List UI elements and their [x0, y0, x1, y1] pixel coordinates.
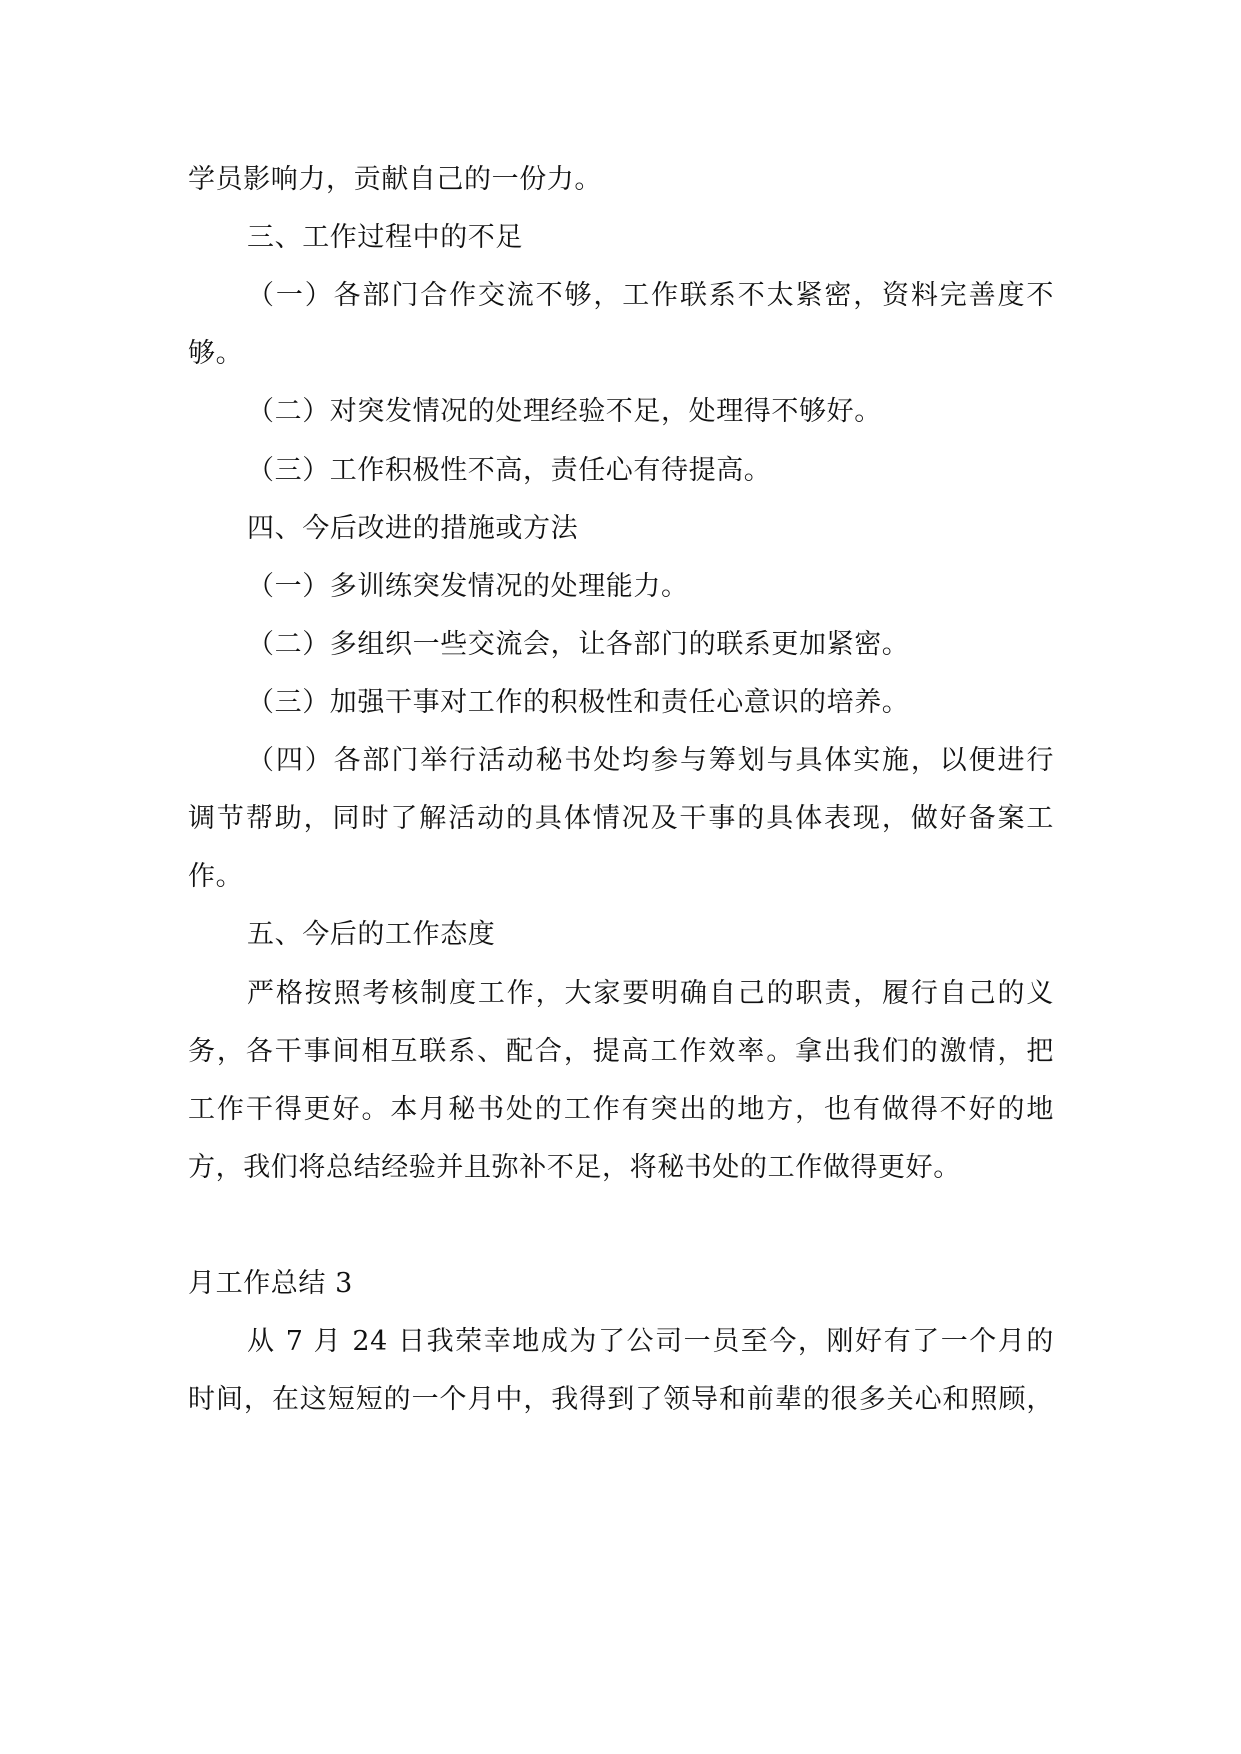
- paragraph-line: 作。: [188, 861, 244, 892]
- paragraph-line: 时间，在这短短的一个月中，我得到了领导和前辈的很多关心和照顾，: [188, 1384, 1054, 1415]
- paragraph-line: （三）加强干事对工作的积极性和责任心意识的培养。: [247, 687, 910, 718]
- paragraph-line: 从 7 月 24 日我荣幸地成为了公司一员至今，刚好有了一个月的: [247, 1326, 1054, 1357]
- paragraph-line: （一）各部门合作交流不够，工作联系不太紧密，资料完善度不: [247, 280, 1054, 311]
- paragraph-line: 严格按照考核制度工作，大家要明确自己的职责，履行自己的义: [247, 978, 1054, 1009]
- paragraph-line: 调节帮助，同时了解活动的具体情况及干事的具体表现，做好备案工: [188, 803, 1054, 834]
- paragraph-line: 学员影响力，贡献自己的一份力。: [188, 164, 602, 195]
- section-heading: 三、工作过程中的不足: [247, 222, 523, 253]
- document-title: 月工作总结 3: [188, 1268, 353, 1299]
- paragraph-line: （一）多训练突发情况的处理能力。: [247, 571, 689, 602]
- paragraph-line: 够。: [188, 338, 244, 369]
- paragraph-line: 工作干得更好。本月秘书处的工作有突出的地方，也有做得不好的地: [188, 1094, 1054, 1125]
- paragraph-line: 务，各干事间相互联系、配合，提高工作效率。拿出我们的激情，把: [188, 1036, 1054, 1067]
- paragraph-line: （四）各部门举行活动秘书处均参与筹划与具体实施，以便进行: [247, 745, 1054, 776]
- paragraph-line: （三）工作积极性不高，责任心有待提高。: [247, 455, 772, 486]
- paragraph-line: （二）对突发情况的处理经验不足，处理得不够好。: [247, 396, 882, 427]
- paragraph-line: 方，我们将总结经验并且弥补不足，将秘书处的工作做得更好。: [188, 1152, 961, 1183]
- section-heading: 五、今后的工作态度: [247, 919, 496, 950]
- section-heading: 四、今后改进的措施或方法: [247, 513, 579, 544]
- paragraph-line: （二）多组织一些交流会，让各部门的联系更加紧密。: [247, 629, 910, 660]
